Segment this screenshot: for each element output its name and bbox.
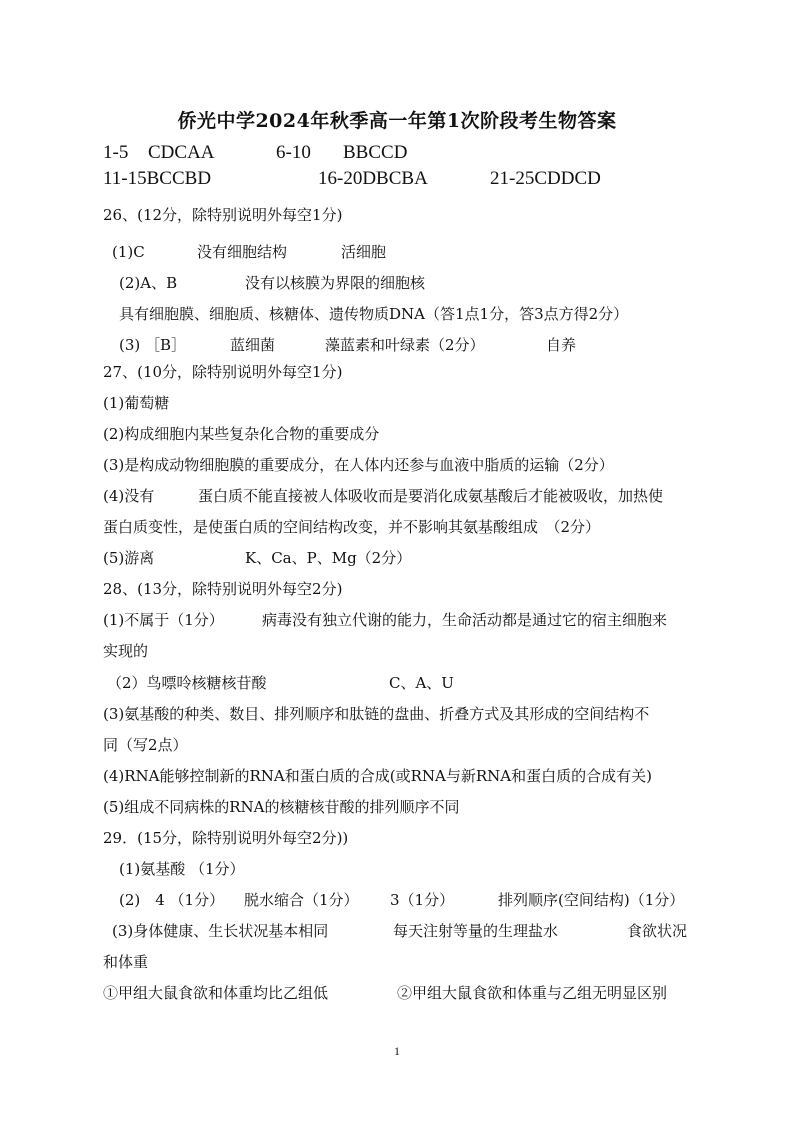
- q29-line3-part3: 食欲状况: [627, 922, 688, 940]
- q28-heading: 28、(13分，除特别说明外每空2分): [103, 580, 343, 598]
- q28-line4: (3)氨基酸的种类、数目、排列顺序和肽链的盘曲、折叠方式及其形成的空间结构不: [103, 705, 650, 723]
- q26-line4-part4: 自养: [546, 336, 577, 354]
- choice-answers-11-15: 11-15BCCBD: [103, 168, 212, 189]
- q26-line4-part3: 藻蓝素和叶绿素（2分）: [325, 336, 485, 354]
- q29-line5-part1: ①甲组大鼠食欲和体重均比乙组低: [103, 984, 329, 1002]
- q26-line2-part1: (2)A、B: [119, 274, 178, 292]
- q26-heading: 26、(12分，除特别说明外每空1分): [103, 206, 343, 224]
- choice-range-6-10: 6-10: [276, 142, 311, 163]
- q29-line2-part3: 3（1分）: [390, 891, 455, 909]
- q28-line3-part1: （2）鸟嘌呤核糖核苷酸: [107, 674, 267, 692]
- q27-line1: (1)葡萄糖: [103, 394, 170, 412]
- q27-line2: (2)构成细胞内某些复杂化合物的重要成分: [103, 425, 380, 443]
- q28-line1-part2: 病毒没有独立代谢的能力，生命活动都是通过它的宿主细胞来: [262, 611, 668, 629]
- q26-line4-part2: 蓝细菌: [230, 336, 276, 354]
- q27-line4-part1: (4)没有: [103, 487, 155, 505]
- choice-range-1-5: 1-5: [103, 142, 129, 163]
- choice-answers-1-5: CDCAA: [148, 142, 215, 163]
- choice-answers-16-20: 16-20DBCBA: [318, 168, 428, 189]
- q28-line3-part2: C、A、U: [389, 674, 454, 692]
- page-number: 1: [394, 1044, 400, 1058]
- q27-line6-part2: K、Ca、P、Mg（2分）: [245, 549, 412, 567]
- q29-line2-part4: 排列顺序(空间结构)（1分）: [498, 891, 685, 909]
- q29-line2-part2: 脱水缩合（1分）: [244, 891, 359, 909]
- q28-line2: 实现的: [103, 642, 149, 660]
- q26-line1-part3: 活细胞: [341, 243, 387, 261]
- q27-line5: 蛋白质变性，是使蛋白质的空间结构改变，并不影响其氨基酸组成 （2分）: [103, 518, 601, 536]
- q27-heading: 27、(10分，除特别说明外每空1分): [103, 363, 343, 381]
- q27-line3: (3)是构成动物细胞膜的重要成分，在人体内还参与血液中脂质的运输（2分）: [103, 456, 614, 474]
- q29-line2-part1: (2) 4 （1分）: [119, 891, 225, 909]
- q29-line1: (1)氨基酸 （1分）: [119, 860, 245, 878]
- q26-line2-part2: 没有以核膜为界限的细胞核: [245, 274, 426, 292]
- q28-line5: 同（写2点）: [103, 736, 188, 754]
- q26-line1-part1: (1)C: [112, 243, 145, 261]
- q28-line7: (5)组成不同病株的RNA的核糖核苷酸的排列顺序不同: [103, 798, 460, 816]
- q29-heading: 29．(15分，除特别说明外每空2分)): [103, 829, 349, 847]
- q29-line4: 和体重: [103, 953, 149, 971]
- page-title: 侨光中学2024年秋季高一年第1次阶段考生物答案: [177, 110, 617, 132]
- choice-answers-21-25: 21-25CDDCD: [490, 168, 601, 189]
- q29-line3-part2: 每天注射等量的生理盐水: [393, 922, 559, 940]
- q27-line4-part2: 蛋白质不能直接被人体吸收而是要消化成氨基酸后才能被吸收，加热使: [198, 487, 664, 505]
- q27-line6-part1: (5)游离: [103, 549, 155, 567]
- q29-line5-part2: ②甲组大鼠食欲和体重与乙组无明显区别: [397, 984, 668, 1002]
- choice-answers-6-10: BBCCD: [343, 142, 408, 163]
- q26-line3: 具有细胞膜、细胞质、核糖体、遗传物质DNA（答1点1分，答3点方得2分）: [119, 305, 629, 323]
- q29-line3-part1: (3)身体健康、生长状况基本相同: [112, 922, 329, 940]
- q26-line1-part2: 没有细胞结构: [197, 243, 288, 261]
- q28-line6: (4)RNA能够控制新的RNA和蛋白质的合成(或RNA与新RNA和蛋白质的合成有关): [103, 767, 652, 785]
- q26-line4-part1: (3) ［B］: [119, 336, 187, 354]
- q28-line1-part1: (1)不属于（1分）: [103, 611, 224, 629]
